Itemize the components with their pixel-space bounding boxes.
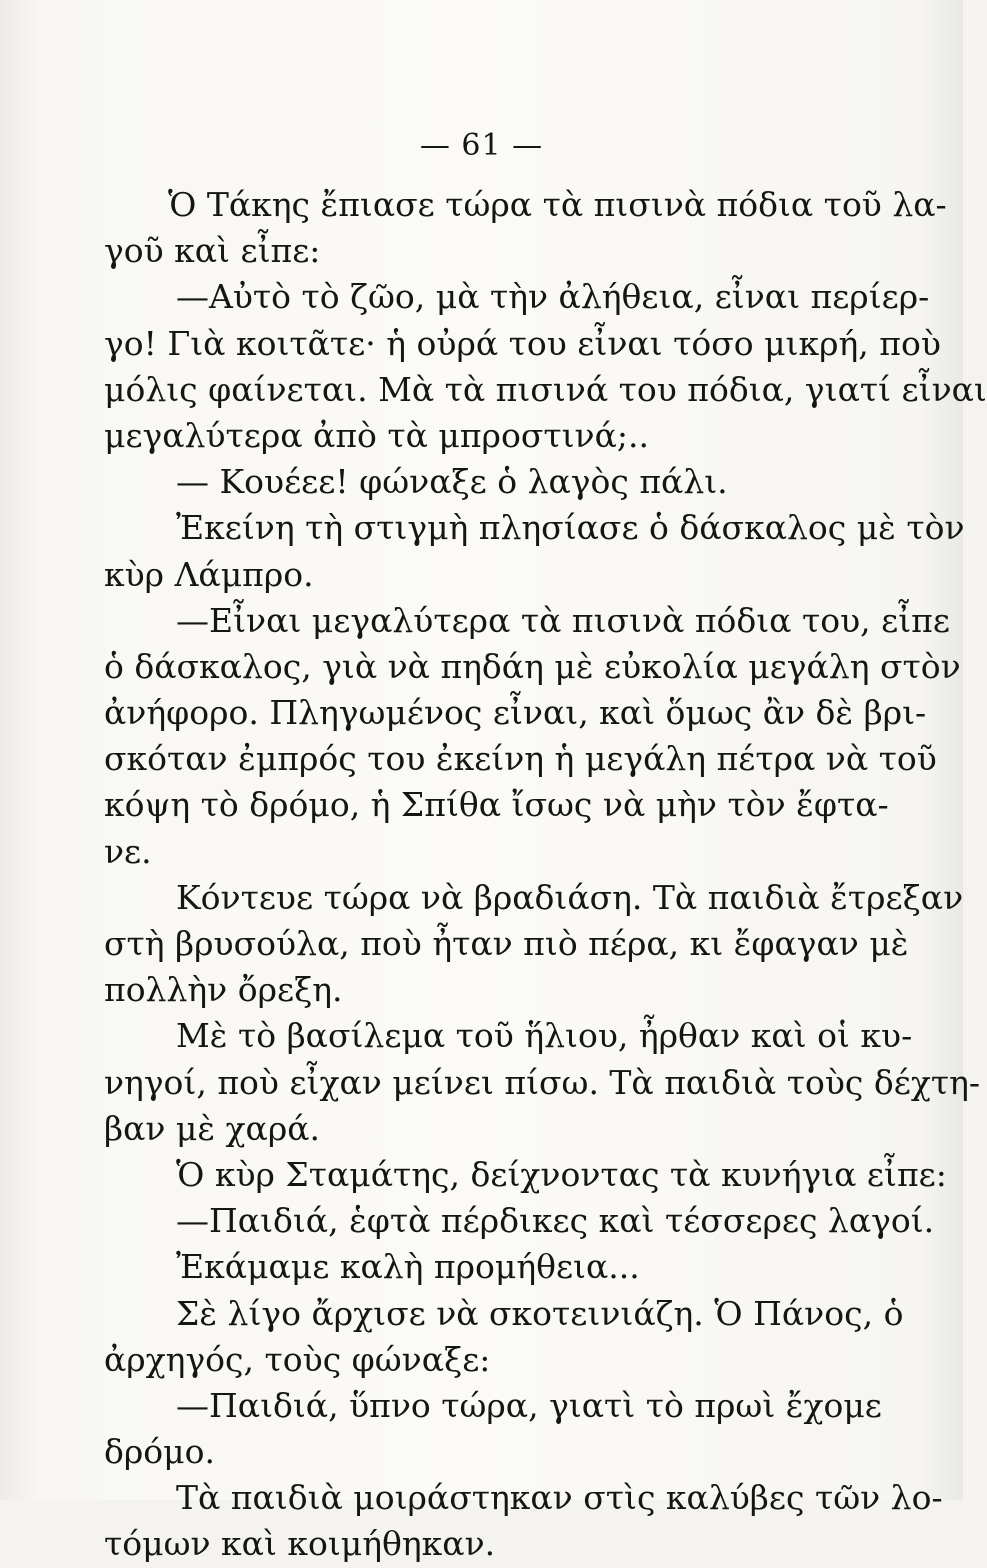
text-line: —Εἶναι μεγαλύτερα τὰ πισινὰ πόδια του, εἶπε (176, 600, 950, 640)
text-line: Ὁ κὺρ Σταμάτης, δείχνοντας τὰ κυνήγια εἶπε: (176, 1154, 947, 1194)
text-line: ἀρχηγός, τοὺς φώναξε: (104, 1339, 491, 1379)
text-line: —Αὐτὸ τὸ ζῶο, μὰ τὴν ἀλήθεια, εἶναι περίερ- (176, 277, 930, 317)
text-line: Ἐκάμαμε καλὴ προμήθεια... (176, 1247, 640, 1287)
text-line: στὴ βρυσούλα, ποὺ ἦταν πιὸ πέρα, κι ἔφαγαν μὲ (104, 924, 909, 963)
text-line: μόλις φαίνεται. Μὰ τὰ πισινά του πόδια, γιατί εἶναι (104, 369, 987, 409)
text-line: νε. (104, 831, 152, 871)
text-line: μεγαλύτερα ἀπὸ τὰ μπροστινά;.. (104, 415, 649, 455)
text-line: δρόμο. (104, 1432, 215, 1472)
body-text (104, 182, 987, 1568)
text-line: Ὁ Τάκης ἔπιασε τώρα τὰ πισινὰ πόδια τοῦ λα- (168, 185, 947, 224)
text-line: τόμων καὶ κοιμήθηκαν. (104, 1524, 496, 1564)
text-line: —Παιδιά, ἑφτὰ πέρδικες καὶ τέσσερες λαγοί. (176, 1201, 935, 1241)
text-line: Μὲ τὸ βασίλεμα τοῦ ἥλιου, ἦρθαν καὶ οἱ κυ- (176, 1016, 913, 1056)
text-line: γο! Γιὰ κοιτᾶτε· ἡ οὐρά του εἶναι τόσο μικρή, ποὺ (104, 323, 941, 363)
text-line: Ἐκείνη τὴ στιγμὴ πλησίασε ὁ δάσκαλος μὲ τὸν (176, 508, 965, 548)
text-line: ἀνήφορο. Πληγωμένος εἶναι, καὶ ὅμως ἂν δὲ βρι- (104, 693, 927, 733)
text-line: ὁ δάσκαλος, γιὰ νὰ πηδάη μὲ εὐκολία μεγάλη στὸν (104, 646, 961, 686)
text-line: πολλὴν ὄρεξη. (104, 970, 343, 1010)
text-line: κὺρ Λάμπρο. (104, 554, 314, 594)
text-line: νηγοί, ποὺ εἶχαν μείνει πίσω. Τὰ παιδιὰ τοὺς δέχτη- (104, 1062, 980, 1102)
text-line: — Κουέεε! φώναξε ὁ λαγὸς πάλι. (176, 462, 728, 502)
page-number: — 61 — (419, 128, 544, 163)
text-line: Τὰ παιδιὰ μοιράστηκαν στὶς καλύβες τῶν λο- (176, 1478, 943, 1518)
text-line: γοῦ καὶ εἶπε: (104, 231, 321, 271)
text-line: —Παιδιά, ὕπνο τώρα, γιατὶ τὸ πρωὶ ἔχομε (176, 1385, 882, 1425)
text-line: κόψη τὸ δρόμο, ἡ Σπίθα ἴσως νὰ μὴν τὸν ἔφτα- (104, 785, 889, 825)
text-line: βαν μὲ χαρά. (104, 1108, 321, 1148)
text-line: Σὲ λίγο ἄρχισε νὰ σκοτεινιάζη. Ὁ Πάνος, ὁ (176, 1293, 904, 1333)
text-line: Κόντευε τώρα νὰ βραδιάση. Τὰ παιδιὰ ἔτρεξαν (176, 877, 964, 917)
text-line: σκόταν ἐμπρός του ἐκείνη ἡ μεγάλη πέτρα νὰ τοῦ (104, 739, 937, 779)
